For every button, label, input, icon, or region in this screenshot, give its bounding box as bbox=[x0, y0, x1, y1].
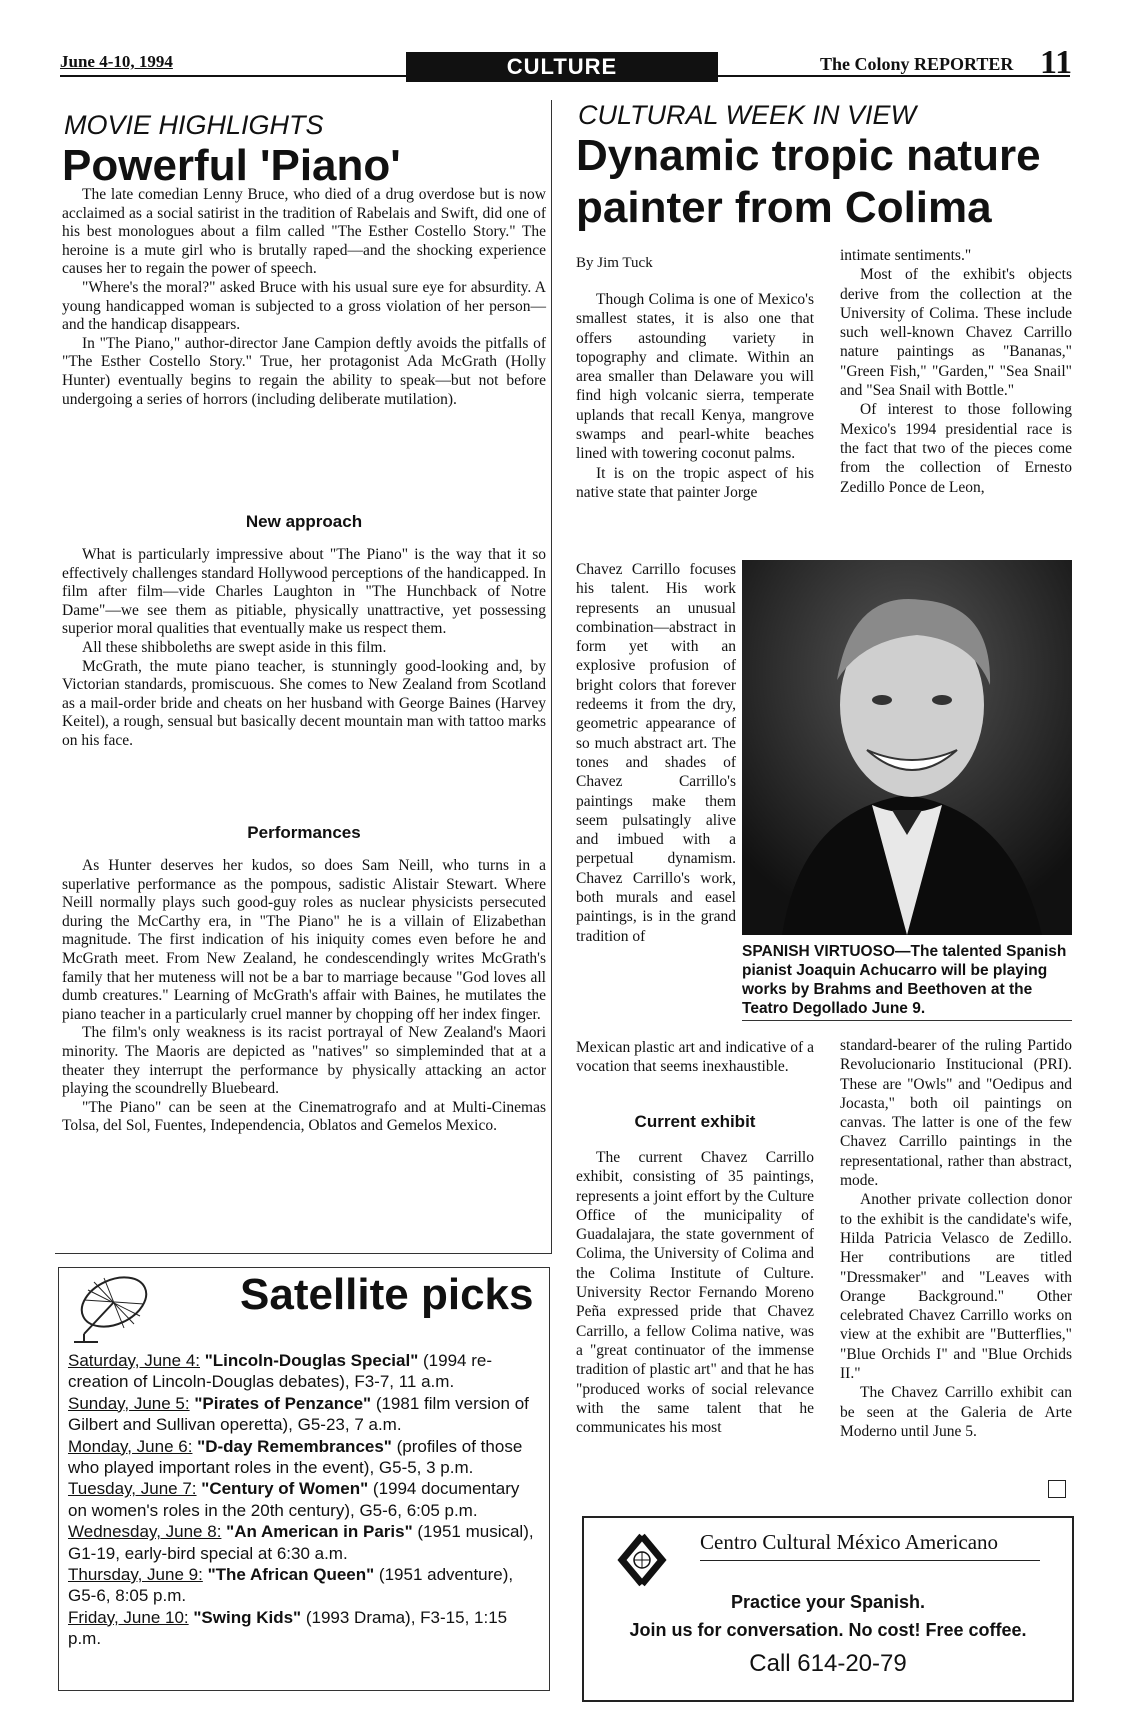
paragraph: It is on the tropic aspect of his native state that painter Jorge bbox=[576, 464, 814, 501]
cultural-col1-top bbox=[576, 290, 814, 502]
paragraph: The late comedian Lenny Bruce, who died of a drug overdose but is now acclaimed as a social satirist in the tradition of Rabelais and Swift, did one of his best monologues about a film called "The Esther Costello Story." The heroine is a mute girl who is brutally raped—and the shocking experience causes her to regain the power of speech. bbox=[62, 186, 546, 278]
byline: By Jim Tuck bbox=[576, 255, 653, 271]
subhead-new-approach: New approach bbox=[245, 512, 363, 531]
subhead-performances: Performances bbox=[247, 823, 361, 842]
paragraph: All these shibboleths are swept aside in this film. bbox=[82, 638, 387, 656]
satellite-list bbox=[68, 1350, 538, 1650]
paragraph: Mexican plastic art and indicative of a vocation that seems inexhaustible. bbox=[576, 1039, 814, 1076]
ad-line-1: Practice your Spanish. bbox=[730, 1592, 926, 1612]
cultural-col1-bottom bbox=[576, 1038, 814, 1077]
photo-caption: SPANISH VIRTUOSO—The talented Spanish pianist Joaquin Achucarro will be playing works by Brahms and Beethoven at the Teatro Degollado June 9. bbox=[742, 943, 1067, 1017]
ad-organization: Centro Cultural México Americano bbox=[700, 1530, 999, 1554]
ad-line-2: Join us for conversation. No cost! Free coffee. bbox=[629, 1620, 1027, 1640]
paragraph: The current Chavez Carrillo exhibit, consisting of 35 paintings, represents a joint effort by the Culture Office of the municipality of Guadalajara, the state government of Colima, the University of Colima and the Colima Institute of Culture. University Rector Fernando Moreno Peña expressed pride that Chavez Carrillo, a fellow Colima native, was a "great continuator of the immense tradition of plastic art" and that he has "produced works of social relevance with the same talent that he communicates his most bbox=[576, 1149, 814, 1437]
list-item: Saturday, June 4: "Lincoln-Douglas Special" (1994 re-creation of Lincoln-Douglas debates), F3-7, 11 a.m. bbox=[68, 1351, 492, 1392]
subhead-current-exhibit: Current exhibit bbox=[634, 1112, 756, 1131]
page-number: 11 bbox=[1040, 44, 1073, 81]
paragraph: Another private collection donor to the exhibit is the candidate's wife, Hilda Patricia Velasco de Zedillo. Her contributions are titled "Dressmaker" and "Leaves with Orange Background." Other celebrated Chavez Carrillo works on view at the exhibit are "Butterflies," "Blue Orchids I" and "Blue Orchids II." bbox=[840, 1191, 1072, 1383]
issue-date: June 4-10, 1994 bbox=[60, 52, 173, 71]
cultural-col1-wrap bbox=[576, 560, 736, 946]
paragraph: standard-bearer of the ruling Partido Revolucionario Institucional (PRI). These are "Owls" and "Oedipus and Jocasta," both oil paintings on canvas. The latter is one of the few Chavez Carrillo paintings in the representational, rather than abstract, mode. bbox=[840, 1037, 1072, 1190]
list-item: Wednesday, June 8: "An American in Paris" (1951 musical), G1-19, early-bird special at 6:30 a.m. bbox=[68, 1522, 534, 1563]
satellite-dish-icon bbox=[64, 1272, 184, 1346]
paragraph: "Where's the moral?" asked Bruce with his usual sure eye for absurdity. A young handicapped woman is subjected to a gross violation of her person—and the handicap disappears. bbox=[62, 278, 546, 334]
newspaper-name: The Colony REPORTER bbox=[820, 54, 1014, 74]
list-item: Sunday, June 5: "Pirates of Penzance" (1981 film version of Gilbert and Sullivan operetta), G5-23, 7 a.m. bbox=[68, 1393, 529, 1435]
list-item: Friday, June 10: "Swing Kids" (1993 Drama), F3-15, 1:15 p.m. bbox=[68, 1607, 508, 1649]
paragraph: McGrath, the mute piano teacher, is stunningly good-looking and, by Victorian standards, promiscuous. She comes to New Zealand from Scotland as a mail-order bride and cheats on her husband with George Baines (Harvey Keitel), a rough, sensual but basically decent mountain man with tattoo marks on his face. bbox=[62, 657, 546, 749]
end-mark-icon bbox=[1048, 1480, 1066, 1498]
cultural-col2-bottom bbox=[840, 1036, 1072, 1441]
centro-logo-icon bbox=[612, 1530, 672, 1590]
movie-kicker: MOVIE HIGHLIGHTS bbox=[64, 110, 324, 140]
cultural-headline: Dynamic tropic nature painter from Colima bbox=[576, 131, 1041, 232]
movie-headline: Powerful 'Piano' bbox=[62, 141, 401, 190]
paragraph: As Hunter deserves her kudos, so does Sam Neill, who turns in a superlative performance as the pompous, sadistic Alistair Stewart. Where Neill normally plays such good-guy roles as nuclear physicists persecuted during the McCarthy era, in "The Piano" he is a villain of Elizabethan magnitude. The first indication of his iniquity comes even before he and McGrath meet. From New Zealand, he condescendingly writes McGrath's family that her muteness will not be a bar to marriage because "God loves all dumb creatures." Learning of McGrath's affair with Baines, he mutilates the piano teacher in a particularly cruel manner by chopping off her index finger. bbox=[62, 857, 546, 1023]
ad-rule bbox=[700, 1560, 1040, 1561]
paragraph: intimate sentiments." bbox=[840, 247, 972, 264]
pianist-photo bbox=[742, 560, 1072, 935]
paragraph: "The Piano" can be seen at the Cinematrografo and at Multi-Cinemas Tolsa, del Sol, Fuentes, Independencia, Oblatos and Gemelos Mexico. bbox=[62, 1098, 546, 1135]
paragraph: Chavez Carrillo focuses his talent. His work represents an unusual combination—abstract in form yet with an explosive profusion of bright colors that forever redeems it from the dry, geometric appearance of so much abstract art. The tones and shades of Chavez Carrillo's paintings make them seem pulsatingly alive and imbued with a perpetual dynamism. Chavez Carrillo's work, both murals and easel paintings, is in the grand tradition of bbox=[576, 561, 736, 945]
paragraph: The Chavez Carrillo exhibit can be seen at the Galeria de Arte Moderno until June 5. bbox=[840, 1384, 1072, 1440]
movie-section-3 bbox=[62, 857, 546, 1136]
list-item: Monday, June 6: "D-day Remembrances" (profiles of those who played important roles in the event), G5-5, 3 p.m. bbox=[68, 1436, 523, 1478]
paragraph: What is particularly impressive about "The Piano" is the way that it so effectively challenges standard Hollywood perceptions of the handicapped. In film after film—vide Charles Laughton in "The Hunchback of Notre Dame"—we see them as pitiable, physically unattractive, yet possessing superior moral qualities that eventually make us respect them. bbox=[62, 546, 546, 638]
paragraph: Though Colima is one of Mexico's smallest states, it is also one that offers astounding variety in topography and climate. Within an area smaller than Delaware you will find high volcanic sierra, temperate uplands that recall Kenya, mangrove swamps and pearl-white beaches lined with towering coconut palms. bbox=[576, 291, 814, 463]
cultural-kicker: CULTURAL WEEK IN VIEW bbox=[578, 100, 917, 130]
movie-intro bbox=[62, 186, 546, 409]
ad-phone: Call 614-20-79 bbox=[749, 1650, 907, 1677]
list-item: Thursday, June 9: "The African Queen" (1951 adventure), G5-6, 8:05 p.m. bbox=[68, 1565, 514, 1606]
paragraph: Of interest to those following Mexico's 1994 presidential race is the fact that two of the pieces come from the collection of Ernesto Zedillo Ponce de Leon, bbox=[840, 401, 1072, 496]
section-banner: CULTURE bbox=[406, 52, 718, 82]
movie-section-2 bbox=[62, 546, 546, 751]
list-item: Tuesday, June 7: "Century of Women" (1994 documentary on women's roles in the 20th century), G5-6, 6:05 p.m. bbox=[68, 1479, 520, 1520]
paragraph: The film's only weakness is its racist portrayal of New Zealand's Maori minority. The Maoris are depicted as "natives" so simpleminded that at a theater they interrupt the performance by physically attacking an actor playing the scoundrelly Bluebeard. bbox=[62, 1024, 546, 1098]
cultural-col1-end bbox=[576, 1148, 814, 1437]
satellite-headline: Satellite picks bbox=[240, 1270, 534, 1319]
paragraph: In "The Piano," author-director Jane Campion deftly avoids the pitfalls of "The Esther Costello Story." True, her protagonist Ada McGrath (Holly Hunter) eventually begins to regain the ability to speak—but not before undergoing a series of horrors (including deliberate mutilation). bbox=[62, 334, 546, 408]
paragraph: Most of the exhibit's objects derive from the collection at the University of Colima. These include such well-known Chavez Carrillo nature paintings as "Bananas," "Green Fish," "Garden," "Sea Snail" and "Sea Snail with Bottle." bbox=[840, 266, 1072, 400]
cultural-col2-top bbox=[840, 246, 1072, 497]
caption-rule bbox=[742, 1020, 1072, 1021]
